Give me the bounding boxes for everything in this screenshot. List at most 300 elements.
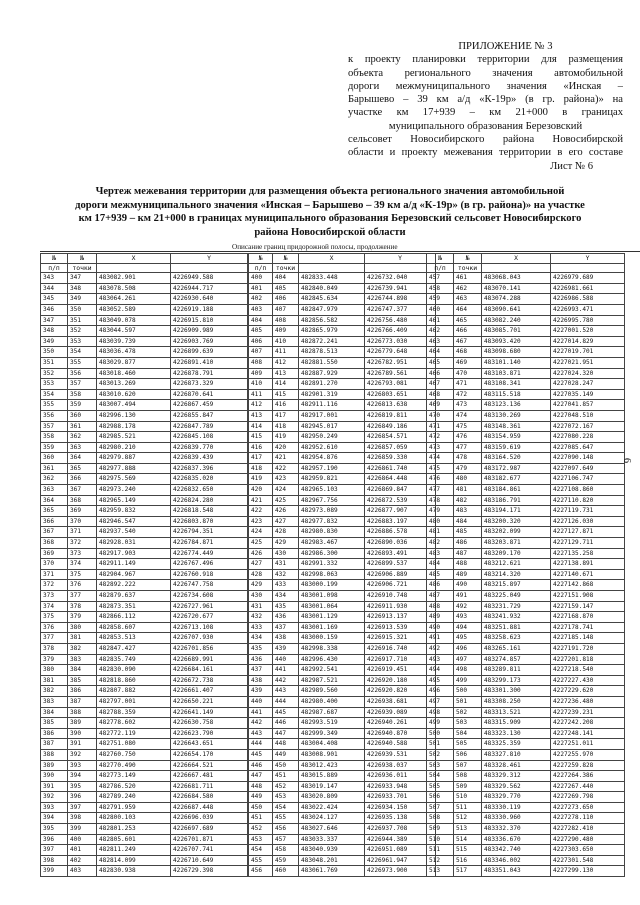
point-number: 450	[273, 760, 299, 771]
x-coordinate: 482901.319	[299, 389, 365, 400]
row-number: 448	[249, 781, 273, 792]
y-coordinate: 4226696.039	[171, 813, 248, 824]
x-coordinate: 482917.001	[299, 410, 365, 421]
y-coordinate: 4226707.741	[171, 845, 248, 856]
y-coordinate: 4226979.689	[551, 273, 625, 284]
row-number: 416	[249, 442, 273, 453]
row-number: 356	[41, 410, 68, 421]
table-row	[41, 601, 248, 612]
x-coordinate: 483342.740	[482, 845, 551, 856]
x-coordinate: 482887.929	[299, 368, 365, 379]
x-coordinate: 482904.967	[97, 569, 171, 580]
table-row	[427, 421, 625, 432]
x-coordinate: 483214.320	[482, 569, 551, 580]
x-coordinate: 482881.550	[299, 357, 365, 368]
point-number: 395	[68, 781, 97, 792]
x-coordinate: 482917.903	[97, 548, 171, 559]
table-row	[249, 824, 436, 835]
row-number: 484	[427, 559, 454, 570]
y-coordinate: 4227019.701	[551, 347, 625, 358]
point-number: 456	[273, 824, 299, 835]
x-coordinate: 482965.103	[299, 485, 365, 496]
row-number: 353	[41, 379, 68, 390]
table-row	[41, 665, 248, 676]
y-coordinate: 4226916.740	[365, 643, 436, 654]
y-coordinate: 4226684.580	[171, 792, 248, 803]
y-coordinate: 4227303.650	[551, 845, 625, 856]
x-coordinate: 482967.756	[299, 495, 365, 506]
x-coordinate: 482830.090	[97, 665, 171, 676]
table-row	[249, 527, 436, 538]
x-coordinate: 482878.513	[299, 347, 365, 358]
point-number: 438	[273, 633, 299, 644]
point-number: 358	[68, 389, 97, 400]
point-number: 428	[273, 527, 299, 538]
table-row	[427, 824, 625, 835]
table-row	[427, 675, 625, 686]
row-number: 397	[41, 845, 68, 856]
table-row	[427, 569, 625, 580]
row-number: 447	[249, 771, 273, 782]
x-coordinate: 482778.602	[97, 718, 171, 729]
point-number: 490	[454, 580, 482, 591]
x-coordinate: 483022.424	[299, 802, 365, 813]
table-row	[41, 633, 248, 644]
table-row	[41, 845, 248, 856]
table-row	[427, 739, 625, 750]
y-coordinate: 4227001.520	[551, 326, 625, 337]
point-number: 511	[454, 802, 482, 813]
x-coordinate: 482788.359	[97, 707, 171, 718]
table-row	[427, 792, 625, 803]
point-number: 436	[273, 612, 299, 623]
point-number: 420	[273, 442, 299, 453]
row-number: 433	[249, 622, 273, 633]
y-coordinate: 4226744.898	[365, 294, 436, 305]
point-number: 458	[273, 845, 299, 856]
table-row	[41, 569, 248, 580]
row-number: 347	[41, 315, 68, 326]
point-number: 444	[273, 696, 299, 707]
coordinates-table-block-2	[248, 253, 436, 877]
table-row	[427, 633, 625, 644]
table-row	[427, 326, 625, 337]
y-coordinate: 4226803.651	[365, 389, 436, 400]
row-number: 470	[427, 410, 454, 421]
point-number: 471	[454, 379, 482, 390]
y-coordinate: 4226949.588	[171, 273, 248, 284]
table-row	[41, 516, 248, 527]
appendix-line: к проекту планировки территории для размещения	[348, 54, 623, 66]
y-coordinate: 4226995.780	[551, 315, 625, 326]
row-number: 410	[249, 379, 273, 390]
y-coordinate: 4226672.738	[171, 675, 248, 686]
point-number: 443	[273, 686, 299, 697]
row-number: 354	[41, 389, 68, 400]
y-coordinate: 4226877.907	[365, 506, 436, 517]
y-coordinate: 4226839.770	[171, 442, 248, 453]
row-number: 436	[249, 654, 273, 665]
y-coordinate: 4226773.030	[365, 336, 436, 347]
y-coordinate: 4226936.011	[365, 771, 436, 782]
row-number: 495	[427, 675, 454, 686]
x-coordinate: 483115.518	[482, 389, 551, 400]
row-number: 453	[249, 834, 273, 845]
point-number: 404	[273, 273, 299, 284]
point-number: 459	[273, 855, 299, 866]
point-number: 419	[273, 432, 299, 443]
x-coordinate: 483085.701	[482, 326, 551, 337]
x-coordinate: 482847.979	[299, 304, 365, 315]
table-row	[427, 495, 625, 506]
point-number: 498	[454, 665, 482, 676]
x-coordinate: 482835.749	[97, 654, 171, 665]
point-number: 447	[273, 728, 299, 739]
y-coordinate: 4226910.748	[365, 591, 436, 602]
table-row	[41, 792, 248, 803]
table-row	[427, 718, 625, 729]
x-coordinate: 483212.621	[482, 559, 551, 570]
x-coordinate: 482977.888	[97, 463, 171, 474]
point-number: 402	[68, 855, 97, 866]
point-number: 403	[68, 866, 97, 877]
x-coordinate: 482996.130	[97, 410, 171, 421]
row-number: 441	[249, 707, 273, 718]
row-number: 372	[41, 580, 68, 591]
point-number: 426	[273, 506, 299, 517]
title-line: района Новосибирской области	[254, 226, 406, 238]
x-coordinate: 482987.687	[299, 707, 365, 718]
x-coordinate: 482911.149	[97, 559, 171, 570]
y-coordinate: 4226909.989	[171, 326, 248, 337]
x-coordinate: 483020.809	[299, 792, 365, 803]
point-number: 515	[454, 845, 482, 856]
point-number: 494	[454, 622, 482, 633]
point-number: 366	[68, 474, 97, 485]
table-row	[41, 506, 248, 517]
y-coordinate: 4227168.870	[551, 612, 625, 623]
table-row	[427, 283, 625, 294]
point-number: 439	[273, 643, 299, 654]
table-row	[41, 283, 248, 294]
point-number: 390	[68, 728, 97, 739]
row-number: 376	[41, 622, 68, 633]
y-coordinate: 4226986.588	[551, 294, 625, 305]
row-number: 431	[249, 601, 273, 612]
row-number: 400	[249, 273, 273, 284]
y-coordinate: 4227108.860	[551, 485, 625, 496]
table-row	[249, 686, 436, 697]
row-number: 375	[41, 612, 68, 623]
table-row	[249, 548, 436, 559]
x-coordinate: 483241.932	[482, 612, 551, 623]
x-coordinate: 483049.078	[97, 315, 171, 326]
y-coordinate: 4227035.149	[551, 389, 625, 400]
point-number: 411	[273, 347, 299, 358]
appendix-line: сельсовет Новосибирского района Новосибирской	[348, 134, 623, 146]
row-number: 479	[427, 506, 454, 517]
row-number: 460	[427, 304, 454, 315]
point-number: 386	[68, 686, 97, 697]
row-number: 463	[427, 336, 454, 347]
y-coordinate: 4226650.221	[171, 696, 248, 707]
table-row	[41, 474, 248, 485]
point-number: 461	[454, 273, 482, 284]
row-number: 510	[427, 834, 454, 845]
x-coordinate: 483001.129	[299, 612, 365, 623]
point-number: 473	[454, 400, 482, 411]
point-number: 393	[68, 760, 97, 771]
row-number: 388	[41, 749, 68, 760]
point-header-sub: точки	[454, 263, 482, 273]
y-coordinate: 4226641.149	[171, 707, 248, 718]
point-number: 496	[454, 643, 482, 654]
table-row	[41, 326, 248, 337]
row-number: 393	[41, 802, 68, 813]
row-number: 452	[249, 824, 273, 835]
x-coordinate: 483048.201	[299, 855, 365, 866]
num-header-sub: п/п	[427, 263, 454, 273]
point-number: 380	[68, 622, 97, 633]
x-coordinate: 483299.173	[482, 675, 551, 686]
row-number: 367	[41, 527, 68, 538]
y-coordinate: 4227201.818	[551, 654, 625, 665]
y-coordinate: 4226920.180	[365, 675, 436, 686]
table-row	[427, 336, 625, 347]
x-coordinate: 482801.253	[97, 824, 171, 835]
row-number: 505	[427, 781, 454, 792]
y-coordinate: 4227159.147	[551, 601, 625, 612]
point-number: 365	[68, 463, 97, 474]
y-coordinate: 4226961.947	[365, 855, 436, 866]
row-number: 360	[41, 453, 68, 464]
table-row	[41, 495, 248, 506]
x-coordinate: 482950.249	[299, 432, 365, 443]
point-number: 412	[273, 357, 299, 368]
y-coordinate: 4227264.386	[551, 771, 625, 782]
x-coordinate: 482840.049	[299, 283, 365, 294]
point-number: 467	[454, 336, 482, 347]
y-coordinate: 4226944.717	[171, 283, 248, 294]
table-row	[249, 400, 436, 411]
point-number: 468	[454, 347, 482, 358]
point-number: 406	[273, 294, 299, 305]
row-number: 469	[427, 400, 454, 411]
x-coordinate: 483330.960	[482, 813, 551, 824]
table-row	[427, 538, 625, 549]
row-number: 421	[249, 495, 273, 506]
num-header: №	[41, 254, 68, 264]
x-coordinate: 483315.909	[482, 718, 551, 729]
point-number: 384	[68, 665, 97, 676]
row-number: 450	[249, 802, 273, 813]
table-row	[249, 580, 436, 591]
y-coordinate: 4226819.811	[365, 410, 436, 421]
x-coordinate: 482957.190	[299, 463, 365, 474]
num-header: №	[249, 254, 273, 264]
table-row	[41, 591, 248, 602]
x-coordinate: 482954.876	[299, 453, 365, 464]
x-coordinate: 483308.250	[482, 696, 551, 707]
x-coordinate: 483029.877	[97, 357, 171, 368]
y-coordinate: 4226859.330	[365, 453, 436, 464]
x-coordinate: 482879.637	[97, 591, 171, 602]
point-number: 476	[454, 432, 482, 443]
row-number: 402	[249, 294, 273, 305]
table-row	[249, 463, 436, 474]
y-coordinate: 4226747.758	[171, 580, 248, 591]
y-coordinate: 4227229.620	[551, 686, 625, 697]
x-coordinate: 482989.560	[299, 686, 365, 697]
table-row	[249, 845, 436, 856]
row-number: 428	[249, 569, 273, 580]
y-coordinate: 4226835.020	[171, 474, 248, 485]
table-row	[249, 834, 436, 845]
y-coordinate: 4226784.871	[171, 538, 248, 549]
x-coordinate: 483001.064	[299, 601, 365, 612]
point-number: 416	[273, 400, 299, 411]
table-row	[249, 421, 436, 432]
table-row	[41, 707, 248, 718]
y-coordinate: 4226934.150	[365, 802, 436, 813]
table-row	[427, 591, 625, 602]
row-number: 467	[427, 379, 454, 390]
table-row	[249, 410, 436, 421]
table-row	[427, 749, 625, 760]
point-number: 373	[68, 548, 97, 559]
table-row	[427, 855, 625, 866]
y-coordinate: 4226701.856	[171, 643, 248, 654]
row-number: 458	[427, 283, 454, 294]
point-header-sub: точки	[68, 263, 97, 273]
row-number: 492	[427, 643, 454, 654]
y-coordinate: 4226623.790	[171, 728, 248, 739]
row-number: 409	[249, 368, 273, 379]
point-number: 452	[273, 781, 299, 792]
table-row	[249, 718, 436, 729]
table-row	[427, 813, 625, 824]
y-coordinate: 4227267.440	[551, 781, 625, 792]
table-row	[41, 410, 248, 421]
x-coordinate: 483182.677	[482, 474, 551, 485]
table-row	[41, 612, 248, 623]
x-coordinate: 483015.889	[299, 771, 365, 782]
point-number: 510	[454, 792, 482, 803]
point-number: 514	[454, 834, 482, 845]
point-number: 499	[454, 675, 482, 686]
point-number: 503	[454, 718, 482, 729]
table-row	[427, 866, 625, 877]
row-number: 489	[427, 612, 454, 623]
y-coordinate: 4227024.320	[551, 368, 625, 379]
x-coordinate: 482996.430	[299, 654, 365, 665]
x-coordinate: 482853.513	[97, 633, 171, 644]
row-number: 370	[41, 559, 68, 570]
point-number: 431	[273, 559, 299, 570]
y-coordinate: 4226883.197	[365, 516, 436, 527]
row-number: 494	[427, 665, 454, 676]
y-coordinate: 4227028.247	[551, 379, 625, 390]
row-number: 443	[249, 728, 273, 739]
x-coordinate: 483000.159	[299, 633, 365, 644]
point-number: 517	[454, 866, 482, 877]
table-row	[249, 633, 436, 644]
row-number: 403	[249, 304, 273, 315]
y-coordinate: 4226938.681	[365, 696, 436, 707]
y-coordinate: 4226919.188	[171, 304, 248, 315]
point-number: 367	[68, 485, 97, 496]
row-number: 361	[41, 463, 68, 474]
table-row	[427, 601, 625, 612]
x-coordinate: 483258.623	[482, 633, 551, 644]
x-coordinate: 482814.099	[97, 855, 171, 866]
point-number: 382	[68, 643, 97, 654]
num-header: №	[427, 254, 454, 264]
x-coordinate: 482946.547	[97, 516, 171, 527]
y-coordinate: 4226940.261	[365, 718, 436, 729]
x-coordinate: 483351.043	[482, 866, 551, 877]
x-coordinate: 482773.149	[97, 771, 171, 782]
x-coordinate: 483010.620	[97, 389, 171, 400]
y-coordinate: 4227097.649	[551, 463, 625, 474]
table-caption: Описание границ придорожной полосы, продолжение	[232, 243, 398, 251]
y-coordinate: 4227282.410	[551, 824, 625, 835]
x-coordinate: 483203.871	[482, 538, 551, 549]
table-row	[427, 696, 625, 707]
point-number: 465	[454, 315, 482, 326]
x-coordinate: 483289.811	[482, 665, 551, 676]
row-number: 413	[249, 410, 273, 421]
y-coordinate: 4226913.539	[365, 622, 436, 633]
point-number: 369	[68, 506, 97, 517]
x-coordinate: 483172.987	[482, 463, 551, 474]
table-row	[249, 792, 436, 803]
x-coordinate: 483323.130	[482, 728, 551, 739]
num-header-sub: п/п	[41, 263, 68, 273]
point-number: 475	[454, 421, 482, 432]
table-row	[249, 591, 436, 602]
x-coordinate: 482818.860	[97, 675, 171, 686]
x-coordinate: 483040.939	[299, 845, 365, 856]
table-row	[249, 283, 436, 294]
point-number: 462	[454, 283, 482, 294]
table-row	[41, 336, 248, 347]
table-row	[427, 845, 625, 856]
y-coordinate: 4226813.638	[365, 400, 436, 411]
table-row	[427, 304, 625, 315]
table-row	[249, 622, 436, 633]
caption-rule	[40, 251, 640, 252]
y-coordinate: 4226890.036	[365, 538, 436, 549]
point-number: 423	[273, 474, 299, 485]
row-number: 414	[249, 421, 273, 432]
y-coordinate: 4227126.030	[551, 516, 625, 527]
y-coordinate: 4226993.471	[551, 304, 625, 315]
appendix-line: Барышево – 39 км а/д «К-19р» (в гр. района)» на	[348, 94, 623, 106]
x-coordinate: 482983.467	[299, 538, 365, 549]
x-coordinate: 483209.170	[482, 548, 551, 559]
x-coordinate: 483274.857	[482, 654, 551, 665]
y-coordinate: 4226867.459	[171, 400, 248, 411]
x-coordinate: 482789.240	[97, 792, 171, 803]
row-number: 418	[249, 463, 273, 474]
row-number: 396	[41, 834, 68, 845]
x-coordinate: 482845.634	[299, 294, 365, 305]
point-number: 350	[68, 304, 97, 315]
x-coordinate: 483074.288	[482, 294, 551, 305]
point-number: 440	[273, 654, 299, 665]
point-number: 430	[273, 548, 299, 559]
